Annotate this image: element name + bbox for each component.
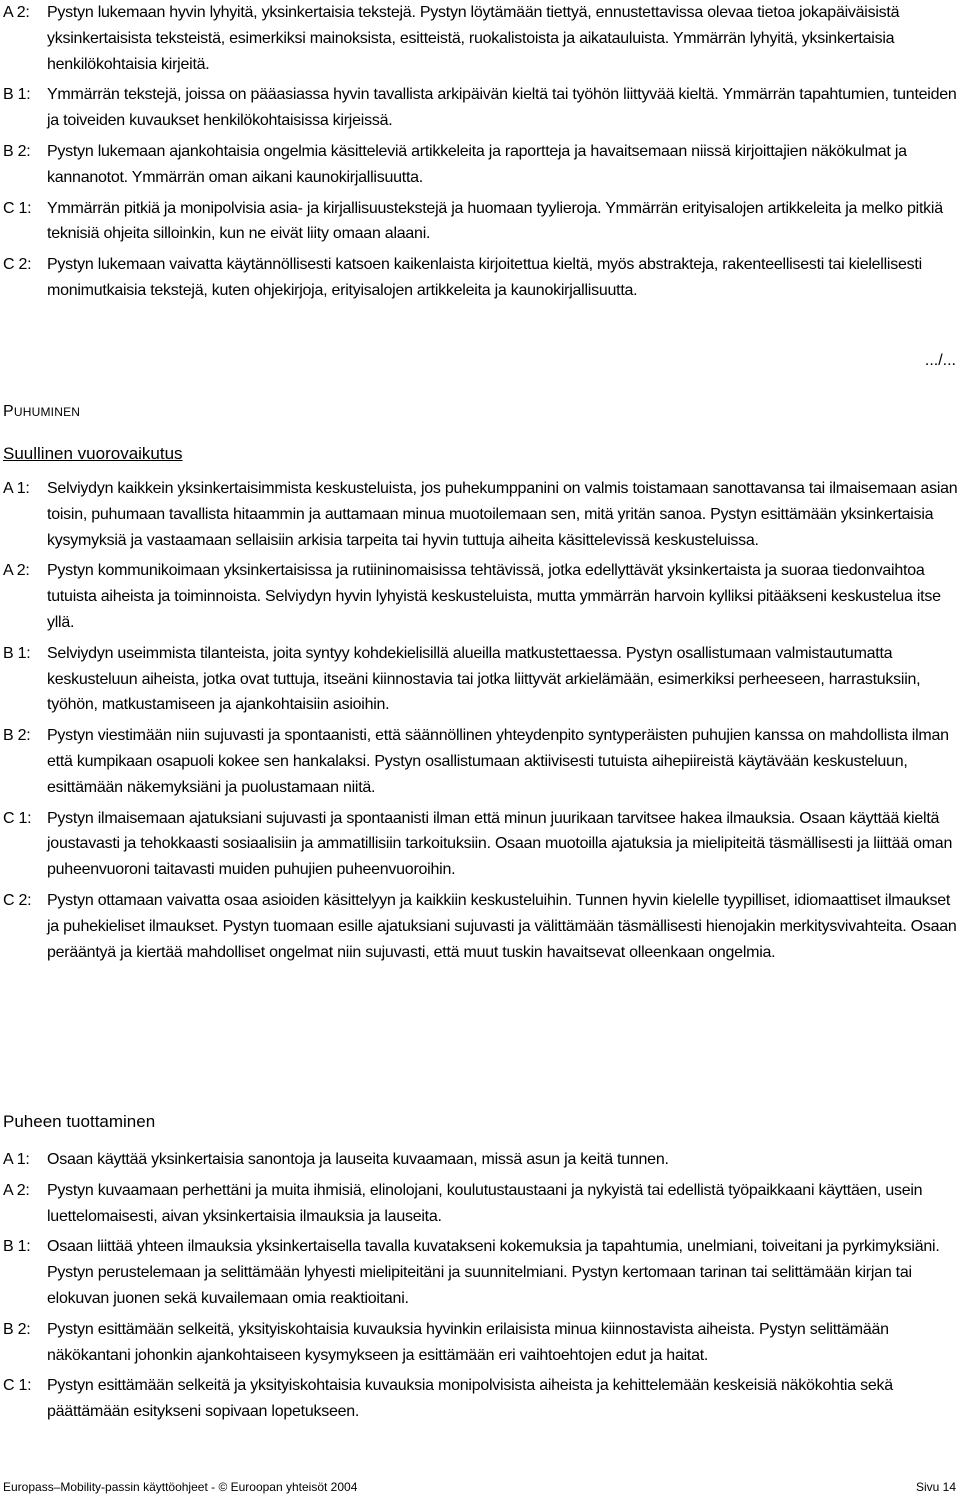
descriptor-text: Pystyn ilmaisemaan ajatuksiani sujuvasti ja spontaanisti ilman että minun juurikaan tarvitsee hakea ilmauksia. Osaan käyttää kieltä joustavasti ja tehokkaasti sosiaalisiin ja ammatillisiin tarkoituksiin. Osaan muotoilla ajatuksia ja mielipiteitä täsmällisesti ja liittää oman puheenvuoroni taitavasti muiden puhujien puheenvuoroihin. [47, 809, 953, 879]
descriptor-text: Pystyn ottamaan vaivatta osaa asioiden käsittelyyn ja kaikkiin keskusteluihin. Tunnen hyvin kielelle tyypilliset, idiomaattiset ilmaukset ja puhekieliset ilmaukset. Pystyn tuomaan esille ajatuksiani sujuvasti ja välittämään täsmällisesti hienojakin merkitysvivahteita. Osaan perääntyä ja kiertää mahdolliset ongelmat niin sujuvasti, että muut tuskin havaitsevat olleenkaan ongelmia. [47, 891, 957, 961]
level-label: B 1: [3, 86, 31, 104]
descriptor-entry [3, 476, 958, 553]
section-heading-initial: P [3, 403, 14, 420]
descriptor-text: Pystyn esittämään selkeitä, yksityiskohtaisia kuvauksia hyvinkin erilaisista minua kiinnostavista aiheista. Pystyn selittämään näkökantani johonkin ajankohtaiseen kysymykseen ja esittämään eri vaihtoehtojen edut ja haitat. [47, 1320, 889, 1364]
descriptor-entry [3, 558, 958, 635]
continuation-marker: .../... [924, 352, 956, 369]
subsection-title-production: Puheen tuottaminen [3, 1112, 156, 1131]
footer-page-number: Sivu 14 [915, 1480, 956, 1494]
section-heading [3, 403, 80, 421]
level-label: C 1: [3, 199, 32, 217]
descriptor-text: Pystyn lukemaan hyvin lyhyitä, yksinkertaisia tekstejä. Pystyn löytämään tiettyä, ennustettavissa olevaa tietoa jokapäiväisistä yksinkertaisista teksteistä, esimerkiksi mainoksista, esitteistä, ruokalistoista ja aikatauluista. Ymmärrän lyhyitä, yksinkertaisia henkilökohtaisia kirjeitä. [47, 4, 900, 73]
level-label: C 1: [3, 1377, 32, 1395]
descriptor-text: Pystyn lukemaan vaivatta käytännöllisesti katsoen kaikenlaista kirjoitettua kieltä, myös abstrakteja, rakenteellisesti tai kielellisesti monimutkaisia tekstejä, kuten ohjekirjoja, erityisalojen artikkeleita ja kaunokirjallisuutta. [47, 256, 922, 299]
production-descriptors [3, 1147, 958, 1430]
descriptor-entry [3, 1147, 958, 1173]
descriptor-entry [3, 82, 958, 134]
descriptor-text: Pystyn kommunikoimaan yksinkertaisissa ja rutiininomaisissa tehtävissä, jotka edellyttävät yksinkertaista ja suoraa tiedonvaihtoa tutuista aiheista ja toiminnoista. Selviydyn hyvin lyhyistä keskusteluista, mutta ymmärrän harvoin kylliksi pitääkseni keskustelua itse yllä. [47, 562, 941, 631]
descriptor-text: Ymmärrän pitkiä ja monipolvisia asia- ja kirjallisuustekstejä ja huomaan tyylieroja. Ymmärrän erityisalojen artikkeleita ja melko pitkiä teknisiä ohjeita silloinkin, kun ne eivät liity omaan alaani. [47, 199, 943, 243]
footer-copyright: Europass–Mobility-passin käyttöohjeet - © Euroopan yhteisöt 2004 [3, 1480, 358, 1494]
descriptor-entry [3, 723, 958, 800]
descriptor-text: Osaan käyttää yksinkertaisia sanontoja ja lauseita kuvaamaan, missä asun ja keitä tunnen. [47, 1151, 669, 1168]
descriptor-entry [3, 1317, 958, 1369]
descriptor-entry [3, 139, 958, 191]
descriptor-text: Selviydyn useimmista tilanteista, joita syntyy kohdekielisillä alueilla matkustettaessa. Pystyn osallistumaan valmistautumatta keskusteluun aiheista, jotka ovat tuttuja, itseäni kiinnostavia tai jotka liittyvät arkielämään, esimerkiksi perheeseen, harrastuksiin, työhön, matkustamiseen ja ajankohtaisiin asioihin. [47, 644, 921, 714]
descriptor-entry [3, 1178, 958, 1230]
descriptor-text: Ymmärrän tekstejä, joissa on pääasiassa hyvin tavallista arkipäivän kieltä tai työhön liittyvää kieltä. Ymmärrän tapahtumien, tunteiden ja toiveiden kuvaukset henkilökohtaisissa kirjeissä. [47, 86, 957, 130]
level-label: C 2: [3, 256, 32, 274]
descriptor-text: Pystyn kuvaamaan perhettäni ja muita ihmisiä, elinolojani, koulutustaustaani ja nykyistä tai edellistä työpaikkaani käyttäen, usein luettelomaisesti, aivan yksinkertaisia ilmauksia ja lauseita. [47, 1181, 923, 1225]
descriptor-entry [3, 0, 958, 77]
level-label: A 1: [3, 1151, 30, 1168]
descriptor-entry [3, 1373, 958, 1425]
level-label: B 2: [3, 727, 31, 745]
descriptor-entry [3, 641, 958, 718]
descriptor-text: Pystyn viestimään niin sujuvasti ja spontaanisti, että säännöllinen yhteydenpito syntyperäisten puhujien kanssa on mahdollista ilman että kumpikaan osapuoli kokee sen hankalaksi. Pystyn osallistumaan aktiivisesti tutuista aihepiireistä käytävään keskusteluun, esittämään näkemyksiäni ja puolustamaan niitä. [47, 727, 949, 796]
reading-descriptors [3, 0, 958, 309]
descriptor-entry [3, 196, 958, 248]
level-label: B 2: [3, 1320, 31, 1338]
interaction-descriptors [3, 476, 958, 970]
level-label: A 2: [3, 562, 30, 580]
descriptor-entry [3, 888, 958, 965]
level-label: A 1: [3, 480, 30, 497]
descriptor-entry [3, 252, 958, 304]
section-heading-rest: UHUMINEN [13, 405, 81, 419]
descriptor-text: Pystyn lukemaan ajankohtaisia ongelmia käsitteleviä artikkeleita ja raportteja ja havaitsemaan niissä kirjoittajien näkökulmat ja kannanotot. Ymmärrän oman aikani kaunokirjallisuutta. [47, 142, 907, 186]
subsection-title-interaction: Suullinen vuorovaikutus [3, 444, 183, 463]
descriptor-entry [3, 1234, 958, 1311]
level-label: C 1: [3, 809, 32, 827]
descriptor-text: Pystyn esittämään selkeitä ja yksityiskohtaisia kuvauksia monipolvisista aiheista ja kehittelemään keskeisiä näkökohtia sekä päättämään esitykseni sopivaan lopetukseen. [47, 1377, 893, 1421]
level-label: B 2: [3, 142, 31, 160]
level-label: A 2: [3, 1181, 30, 1199]
descriptor-text: Selviydyn kaikkein yksinkertaisimmista keskusteluista, jos puhekumppanini on valmis toistamaan sanottavansa tai ilmaisemaan asian toisin, puhumaan tavallista hitaammin ja auttamaan minua muotoilemaan sen, mitä yritän sanoa. Pystyn esittämään yksinkertaisia kysymyksiä ja vastaamaan sellaisiin arkisia tarpeita tai hyvin tuttuja aiheita käsittelevissä keskusteluissa. [47, 480, 958, 549]
page-footer [3, 1480, 956, 1500]
level-label: C 2: [3, 891, 32, 909]
descriptor-text: Osaan liittää yhteen ilmauksia yksinkertaisella tavalla kuvatakseni kokemuksia ja tapahtumia, unelmiani, toiveitani ja pyrkimyksiäni. Pystyn perustelemaan ja selittämään lyhyesti mielipiteitäni ja suunnitelmiani. Pystyn kertomaan tarinan tai selittämään kirjan tai elokuvan juonen sekä kuvailemaan omia reaktioitani. [47, 1238, 940, 1307]
level-label: A 2: [3, 4, 30, 21]
level-label: B 1: [3, 1238, 31, 1256]
descriptor-entry [3, 806, 958, 883]
level-label: B 1: [3, 644, 31, 662]
